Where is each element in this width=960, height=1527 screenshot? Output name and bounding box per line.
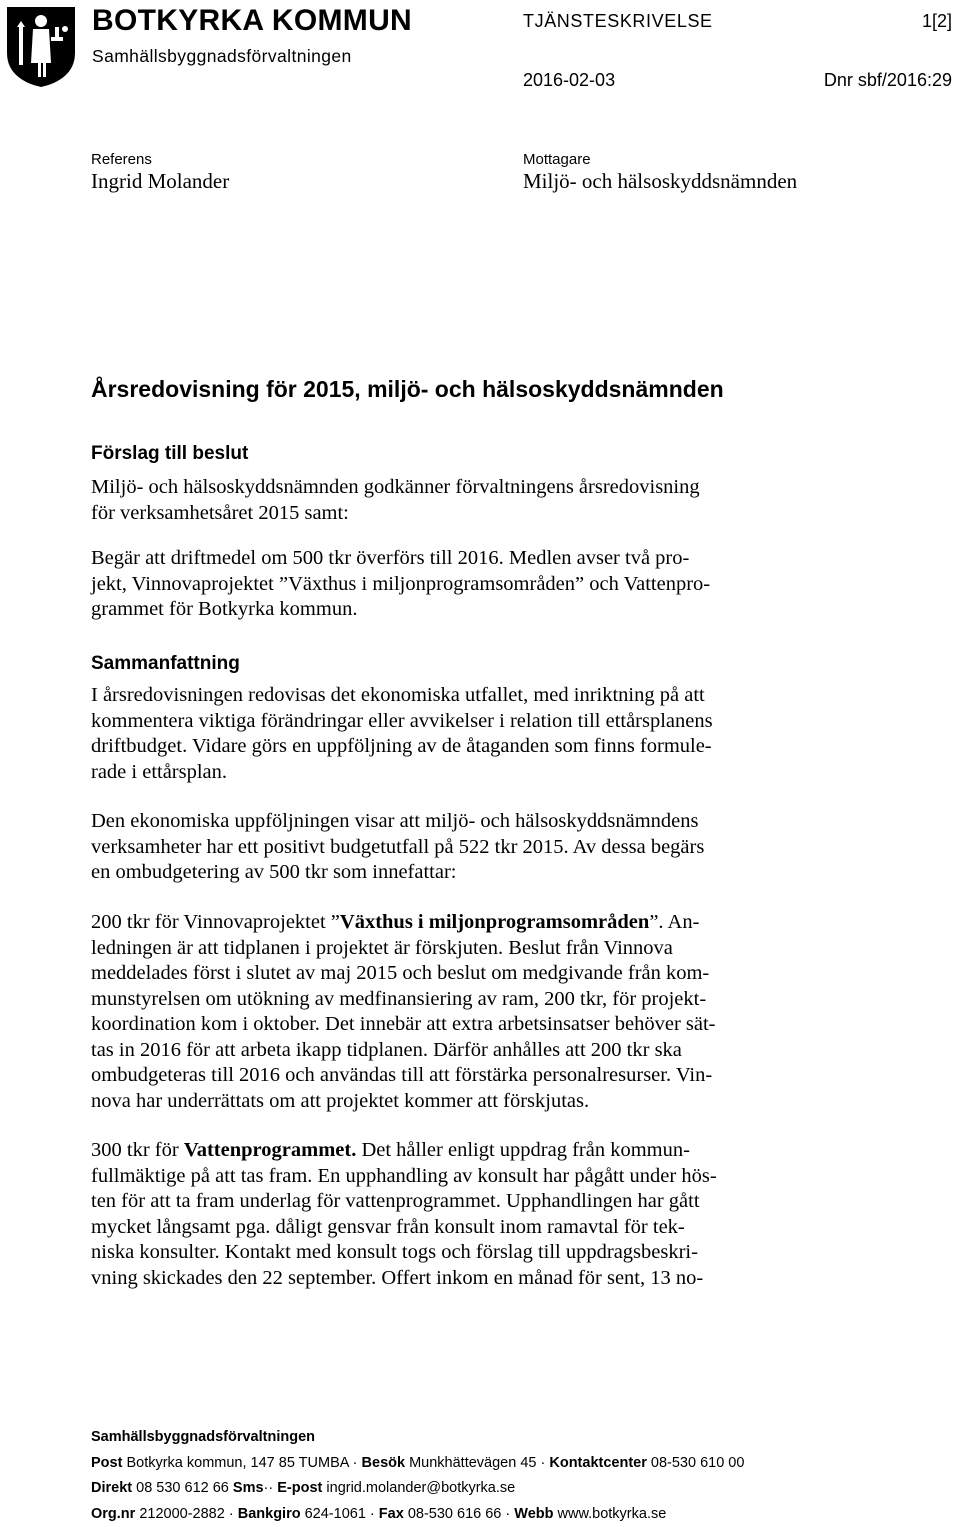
- footer-separator: ·: [268, 1480, 273, 1496]
- footer-line-1: [91, 1425, 744, 1451]
- text-line: en ombudgetering av 500 tkr som innefattar:: [91, 860, 921, 886]
- text-line: jekt, Vinnovaprojektet ”Växthus i miljonprogramsområden” och Vattenpro-: [91, 572, 921, 598]
- text-line: I årsredovisningen redovisas det ekonomiska utfallet, med inriktning på att: [91, 683, 921, 709]
- footer-sms-label: Sms: [233, 1480, 264, 1496]
- footer-bankgiro-value: 624-1061: [305, 1506, 366, 1522]
- text-line: meddelades först i slutet av maj 2015 och beslut om medgivande från kom-: [91, 961, 921, 987]
- summary-paragraph-vinnova: [91, 910, 921, 1114]
- text-line: nova har underrättats om att projektet kommer att förskjutas.: [91, 1089, 921, 1115]
- page-number: 1[2]: [922, 11, 952, 32]
- footer-fax-value: 08-530 616 66: [408, 1506, 502, 1522]
- organization-department: Samhällsbyggnadsförvaltningen: [92, 46, 352, 67]
- footer-orgnr-label: Org.nr: [91, 1506, 135, 1522]
- footer-post-label: Post: [91, 1455, 122, 1471]
- footer-line-2: [91, 1451, 744, 1477]
- footer-contact-label: Kontaktcenter: [549, 1455, 647, 1471]
- text-run: ”. An-: [649, 911, 699, 933]
- footer-contact-value: 08-530 610 00: [651, 1455, 745, 1471]
- text-line: ten för att ta fram underlag för vattenprogrammet. Upphandlingen har gått: [91, 1189, 921, 1215]
- document-type: TJÄNSTESKRIVELSE: [523, 11, 713, 32]
- footer-visit-label: Besök: [362, 1455, 406, 1471]
- project-name-vaxthus: Växthus i miljonprogramsområden: [340, 911, 649, 933]
- text-line: tas in 2016 för att arbeta ikapp tidplanen. Därför anhålles att 200 tkr ska: [91, 1038, 921, 1064]
- document-registration-number: Dnr sbf/2016:29: [824, 70, 952, 91]
- proposal-heading: Förslag till beslut: [91, 443, 248, 465]
- text-line: niska konsulter. Kontakt med konsult togs och förslag till uppdragsbeskri-: [91, 1240, 921, 1266]
- page-footer: [91, 1425, 744, 1527]
- text-line: grammet för Botkyrka kommun.: [91, 597, 921, 623]
- reference-value: Ingrid Molander: [91, 169, 229, 194]
- text-line: vning skickades den 22 september. Offert inkom en månad för sent, 13 no-: [91, 1266, 921, 1292]
- document-date: 2016-02-03: [523, 70, 615, 91]
- proposal-paragraph-2: [91, 546, 921, 623]
- footer-separator: ·: [505, 1506, 510, 1522]
- text-line: ledningen är att tidplanen i projektet är förskjuten. Beslut från Vinnova: [91, 936, 921, 962]
- footer-line-3: [91, 1476, 744, 1502]
- text-run: Det håller enligt uppdrag från kommun-: [356, 1139, 690, 1161]
- text-line: [91, 1138, 921, 1164]
- text-line: kommentera viktiga förändringar eller avvikelser i relation till ettårsplanens: [91, 709, 921, 735]
- footer-post-value: Botkyrka kommun, 147 85 TUMBA: [126, 1455, 348, 1471]
- document-title: Årsredovisning för 2015, miljö- och hälsoskyddsnämnden: [91, 376, 724, 403]
- text-run: 300 tkr för: [91, 1139, 184, 1161]
- text-line: verksamheter har ett positivt budgetutfall på 522 tkr 2015. Av dessa begärs: [91, 835, 921, 861]
- footer-orgnr-value: 212000-2882: [139, 1506, 224, 1522]
- project-name-vattenprogrammet: Vattenprogrammet.: [184, 1139, 357, 1161]
- footer-bankgiro-label: Bankgiro: [238, 1506, 301, 1522]
- footer-visit-value: Munkhättevägen 45: [409, 1455, 536, 1471]
- footer-department: Samhällsbyggnadsförvaltningen: [91, 1429, 315, 1445]
- footer-separator: ·: [229, 1506, 234, 1522]
- summary-paragraph-1: [91, 683, 921, 785]
- text-line: koordination kom i oktober. Det innebär att extra arbetsinsatser behöver sät-: [91, 1012, 921, 1038]
- text-line: för verksamhetsåret 2015 samt:: [91, 501, 921, 527]
- text-line: [91, 910, 921, 936]
- footer-email-label: E-post: [277, 1480, 322, 1496]
- text-line: Den ekonomiska uppföljningen visar att miljö- och hälsoskyddsnämndens: [91, 809, 921, 835]
- footer-separator: ·: [370, 1506, 375, 1522]
- summary-paragraph-2: [91, 809, 921, 886]
- footer-fax-label: Fax: [379, 1506, 404, 1522]
- summary-heading: Sammanfattning: [91, 653, 240, 675]
- text-line: Miljö- och hälsoskyddsnämnden godkänner förvaltningens årsredovisning: [91, 475, 921, 501]
- text-run: 200 tkr för Vinnovaprojektet ”: [91, 911, 340, 933]
- recipient-value: Miljö- och hälsoskyddsnämnden: [523, 169, 797, 194]
- footer-web-value: www.botkyrka.se: [558, 1506, 667, 1522]
- text-line: Begär att driftmedel om 500 tkr överförs till 2016. Medlen avser två pro-: [91, 546, 921, 572]
- text-line: fullmäktige på att tas fram. En upphandling av konsult har pågått under hös-: [91, 1164, 921, 1190]
- reference-label: Referens: [91, 151, 152, 168]
- footer-line-4: [91, 1502, 744, 1527]
- text-line: mycket långsamt pga. dåligt gensvar från konsult inom ramavtal för tek-: [91, 1215, 921, 1241]
- footer-separator: ·: [264, 1480, 269, 1496]
- recipient-label: Mottagare: [523, 151, 591, 168]
- text-line: driftbudget. Vidare görs en uppföljning av de åtaganden som finns formule-: [91, 734, 921, 760]
- text-line: ombudgeteras till 2016 och användas till att förstärka personalresurser. Vin-: [91, 1063, 921, 1089]
- footer-web-label: Webb: [514, 1506, 553, 1522]
- text-line: rade i ettårsplan.: [91, 760, 921, 786]
- footer-email-value: ingrid.molander@botkyrka.se: [326, 1480, 515, 1496]
- footer-direct-value: 08 530 612 66: [136, 1480, 229, 1496]
- text-line: munstyrelsen om utökning av medfinansiering av ram, 200 tkr, för projekt-: [91, 987, 921, 1013]
- organization-name: BOTKYRKA KOMMUN: [92, 4, 412, 38]
- municipality-coat-of-arms-logo: [5, 5, 77, 89]
- footer-separator: ·: [541, 1455, 546, 1471]
- summary-paragraph-vattenprogram: [91, 1138, 921, 1291]
- proposal-paragraph-1: [91, 475, 921, 526]
- footer-separator: ·: [353, 1455, 358, 1471]
- footer-direct-label: Direkt: [91, 1480, 132, 1496]
